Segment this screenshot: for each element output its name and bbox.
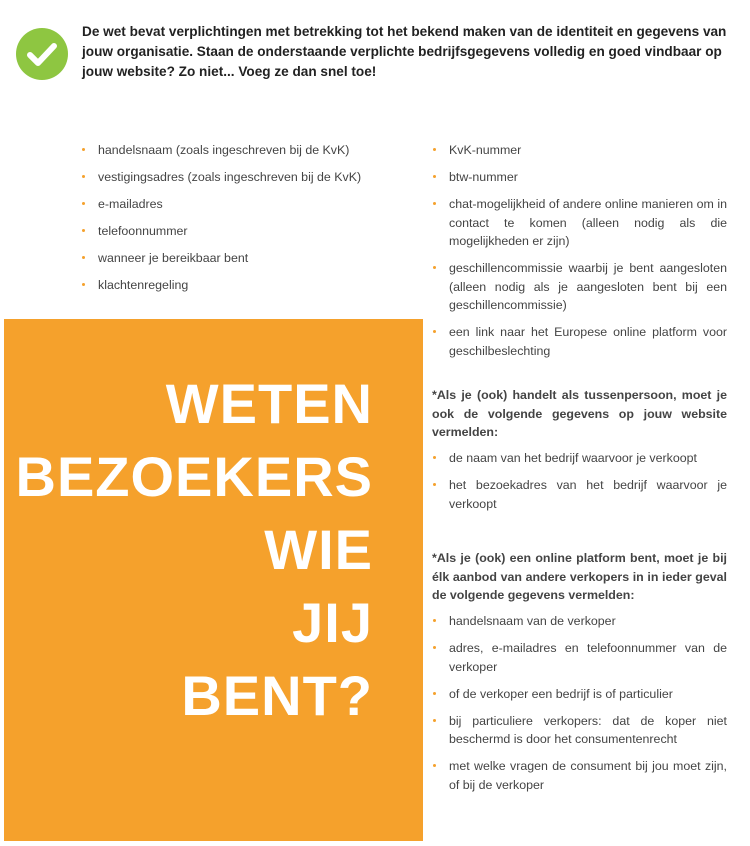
required-details-list-left — [80, 141, 400, 303]
list-item: vestigingsadres (zoals ingeschreven bij de KvK) — [80, 168, 400, 187]
platform-note: *Als je (ook) een online platform bent, moet je bij élk aanbod van andere verkopers in in ieder geval de volgende gegevens vermelden: — [432, 551, 727, 602]
intermediary-details-list — [431, 449, 727, 522]
list-item: adres, e-mailadres en telefoonnummer van de verkoper — [431, 639, 727, 676]
list-item: geschillencommissie waarbij je bent aangesloten (alleen nodig als je aangesloten bent bij een geschillencommissie) — [431, 259, 727, 315]
headline-line: WIE — [264, 518, 373, 581]
headline-panel — [4, 319, 423, 841]
platform-details-list — [431, 612, 727, 803]
headline-line: JIJ — [292, 591, 373, 654]
list-item: btw-nummer — [431, 168, 727, 187]
required-details-list-right — [431, 141, 727, 369]
list-item: handelsnaam (zoals ingeschreven bij de KvK) — [80, 141, 400, 160]
list-item: chat-mogelijkheid of andere online manieren om in contact te komen (alleen nodig als die mogelijkheden er zijn) — [431, 195, 727, 251]
headline — [16, 367, 374, 732]
list-item: de naam van het bedrijf waarvoor je verkoopt — [431, 449, 727, 468]
intro-text: De wet bevat verplichtingen met betrekking tot het bekend maken van de identiteit en gegevens van jouw organisatie. Staan de onderstaande verplichte bedrijfsgegevens volledig en goed vindbaar op jouw website? Zo niet... Voeg ze dan snel toe! — [82, 24, 727, 79]
headline-line: WETEN — [165, 372, 373, 435]
list-item: met welke vragen de consument bij jou moet zijn, of bij de verkoper — [431, 757, 727, 794]
intermediary-note: *Als je (ook) handelt als tussenpersoon, moet je ook de volgende gegevens op jouw website vermelden: — [432, 388, 727, 439]
list-item: telefoonnummer — [80, 222, 400, 241]
list-item: het bezoekadres van het bedrijf waarvoor je verkoopt — [431, 476, 727, 513]
check-circle-icon — [16, 28, 68, 80]
headline-line: BENT? — [181, 664, 373, 727]
list-item: klachtenregeling — [80, 276, 400, 295]
list-item: e-mailadres — [80, 195, 400, 214]
list-item: KvK-nummer — [431, 141, 727, 160]
list-item: wanneer je bereikbaar bent — [80, 249, 400, 268]
list-item: handelsnaam van de verkoper — [431, 612, 727, 631]
headline-line: BEZOEKERS — [15, 445, 373, 508]
list-item: bij particuliere verkopers: dat de koper niet beschermd is door het consumentenrecht — [431, 712, 727, 749]
list-item: of de verkoper een bedrijf is of particulier — [431, 685, 727, 704]
list-item: een link naar het Europese online platform voor geschilbeslechting — [431, 323, 727, 360]
